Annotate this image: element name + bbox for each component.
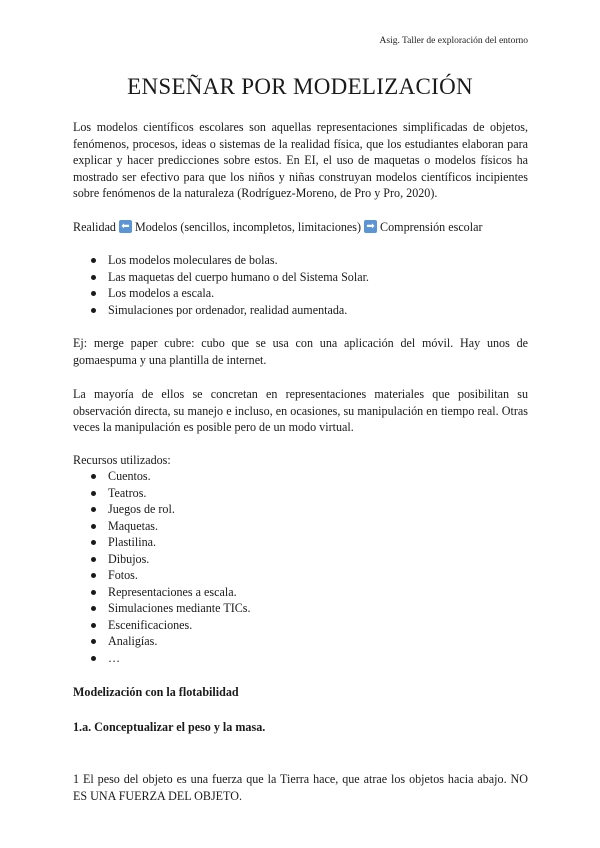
list-item: Los modelos a escala. [73, 285, 528, 302]
list-item: Plastilina. [73, 534, 528, 551]
resources-list [73, 468, 528, 666]
point-one-paragraph: 1 El peso del objeto es una fuerza que la Tierra hace, que atrae los objetos hacia abajo. NO ES UNA FUERZA DEL OBJETO. [73, 772, 528, 803]
right-arrow-icon: ➡ [364, 220, 377, 233]
model-flow-line [73, 219, 528, 236]
intro-paragraph: Los modelos científicos escolares son aquellas representaciones simplificadas de objetos, fenómenos, procesos, ideas o sistemas de la realidad física, que los estudiantes elaboran para explicar y hacer predicciones sobre estos. En EI, el uso de maquetas o modelos físicos ha mostrado ser efectivo para que los niños y niñas construyan modelos científicos incipientes sobre fenómenos de la naturaleza (Rodríguez-Moreno, de Pro y Pro, 2020). [73, 120, 528, 200]
list-item: Maquetas. [73, 518, 528, 535]
list-item: Simulaciones mediante TICs. [73, 600, 528, 617]
page-header: Asig. Taller de exploración del entorno [379, 36, 528, 46]
list-item: Dibujos. [73, 551, 528, 568]
merge-cube-note: Ej: merge paper cubre: cubo que se usa con una aplicación del móvil. Hay unos de gomaespuma y una plantilla de internet. [73, 336, 528, 367]
flow-understanding: Comprensión escolar [380, 219, 483, 234]
list-item: Cuentos. [73, 468, 528, 485]
page-title: ENSEÑAR POR MODELIZACIÓN [127, 74, 473, 99]
section-heading: Modelización con la flotabilidad [73, 685, 239, 699]
materials-paragraph: La mayoría de ellos se concretan en representaciones materiales que posibilitan su observación directa, su manejo e incluso, en ocasiones, su manipulación en tiempo real. Otras veces la manipulación es posible pero de un modo virtual. [73, 387, 528, 434]
examples-list [73, 252, 528, 318]
list-item: Representaciones a escala. [73, 584, 528, 601]
list-item: Escenificaciones. [73, 617, 528, 634]
list-item: Analigías. [73, 633, 528, 650]
flow-reality: Realidad [73, 219, 116, 234]
list-item: Las maquetas del cuerpo humano o del Sistema Solar. [73, 269, 528, 286]
list-item: … [73, 650, 528, 667]
left-arrow-icon: ⬅ [119, 220, 132, 233]
list-item: Simulaciones por ordenador, realidad aumentada. [73, 302, 528, 319]
list-item: Juegos de rol. [73, 501, 528, 518]
resources-label: Recursos utilizados: [73, 452, 171, 467]
list-item: Teatros. [73, 485, 528, 502]
document-body [73, 119, 528, 804]
list-item: Los modelos moleculares de bolas. [73, 252, 528, 269]
subsection-heading: 1.a. Conceptualizar el peso y la masa. [73, 719, 266, 734]
list-item: Fotos. [73, 567, 528, 584]
flow-models: Modelos (sencillos, incompletos, limitaciones) [134, 219, 362, 234]
